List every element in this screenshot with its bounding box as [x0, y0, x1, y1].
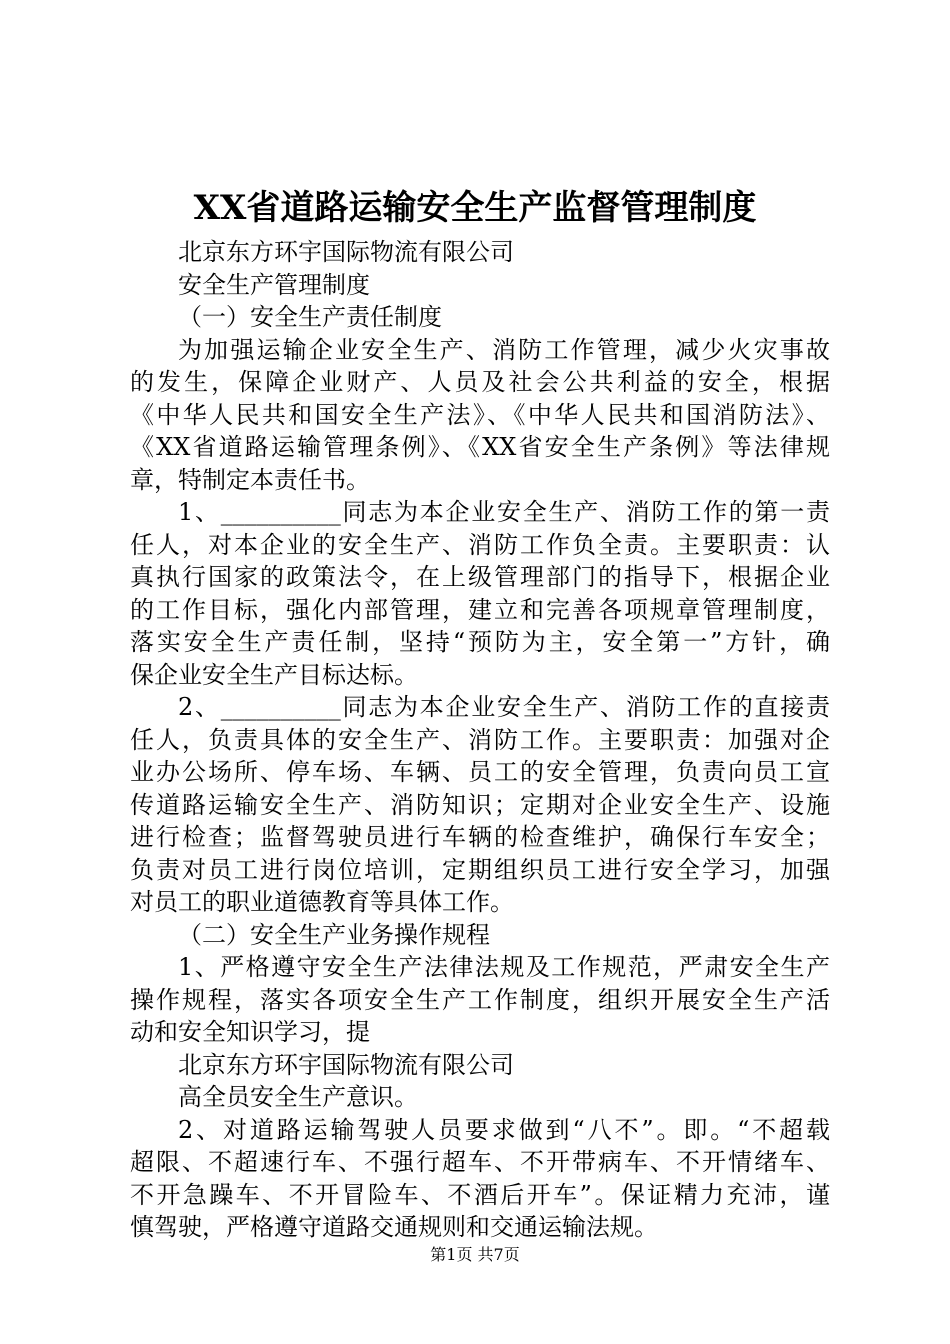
text-line: 为加强运输企业安全生产、消防工作管理，减少火灾事故 [178, 335, 830, 364]
text-line: 真执行国家的政策法令，在上级管理部门的指导下，根据企业 [130, 563, 830, 591]
text-line: 对员工的职业道德教育等具体工作。 [130, 888, 514, 916]
page-footer: 第1页 共7页 [430, 1245, 520, 1264]
text-line: 高全员安全生产意识。 [178, 1083, 418, 1111]
text-line: 《XX省道路运输管理条例》、《XX省安全生产条例》等法律规 [130, 433, 830, 461]
text-line: 保企业安全生产目标达标。 [130, 660, 418, 689]
text-line: 安全生产管理制度 [178, 270, 370, 299]
text-line: 不开急躁车、不开冒险车、不酒后开车”。保证精力充沛，谨 [130, 1180, 830, 1209]
text-line: 1、严格遵守安全生产法律法规及工作规范，严肃安全生产 [178, 953, 830, 981]
text-line: 慎驾驶，严格遵守道路交通规则和交通运输法规。 [130, 1213, 658, 1241]
text-line: 章，特制定本责任书。 [130, 465, 370, 494]
text-line: 负责对员工进行岗位培训，定期组织员工进行安全学习，加强 [130, 855, 830, 884]
text-line: 传道路运输安全生产、消防知识；定期对企业安全生产、设施 [130, 790, 830, 819]
text-line: 的工作目标，强化内部管理，建立和完善各项规章管理制度， [130, 595, 830, 624]
text-line: 1、__________同志为本企业安全生产、消防工作的第一责 [178, 498, 830, 526]
text-line: 超限、不超速行车、不强行超车、不开带病车、不开情绪车、 [130, 1148, 830, 1176]
text-line: 任人，负责具体的安全生产、消防工作。主要职责：加强对企 [130, 725, 830, 754]
text-line: 操作规程，落实各项安全生产工作制度，组织开展安全生产活 [130, 985, 830, 1014]
text-line: 任人，对本企业的安全生产、消防工作负全责。主要职责：认 [130, 530, 830, 559]
text-line: 北京东方环宇国际物流有限公司 [178, 238, 514, 266]
text-line: 落实安全生产责任制，坚持“预防为主，安全第一”方针，确 [130, 628, 830, 656]
text-line: 动和安全知识学习，提 [130, 1018, 370, 1046]
text-line: 业办公场所、停车场、车辆、员工的安全管理，负责向员工宣 [130, 758, 830, 786]
text-line: 进行检查；监督驾驶员进行车辆的检查维护，确保行车安全； [130, 823, 830, 851]
text-line: （二）安全生产业务操作规程 [178, 920, 490, 949]
document-body [130, 236, 830, 1244]
text-line: 2、__________同志为本企业安全生产、消防工作的直接责 [178, 693, 830, 721]
text-line: 的发生，保障企业财产、人员及社会公共利益的安全，根据 [130, 368, 830, 396]
text-line: 2、对道路运输驾驶人员要求做到“八不”。即。“不超载 [178, 1115, 830, 1144]
text-line: 《中华人民共和国安全生产法》、《中华人民共和国消防法》、 [130, 400, 830, 429]
text-line: 北京东方环宇国际物流有限公司 [178, 1050, 514, 1079]
text-line: （一）安全生产责任制度 [178, 303, 442, 331]
document-title: XX省道路运输安全生产监督管理制度 [193, 188, 757, 228]
